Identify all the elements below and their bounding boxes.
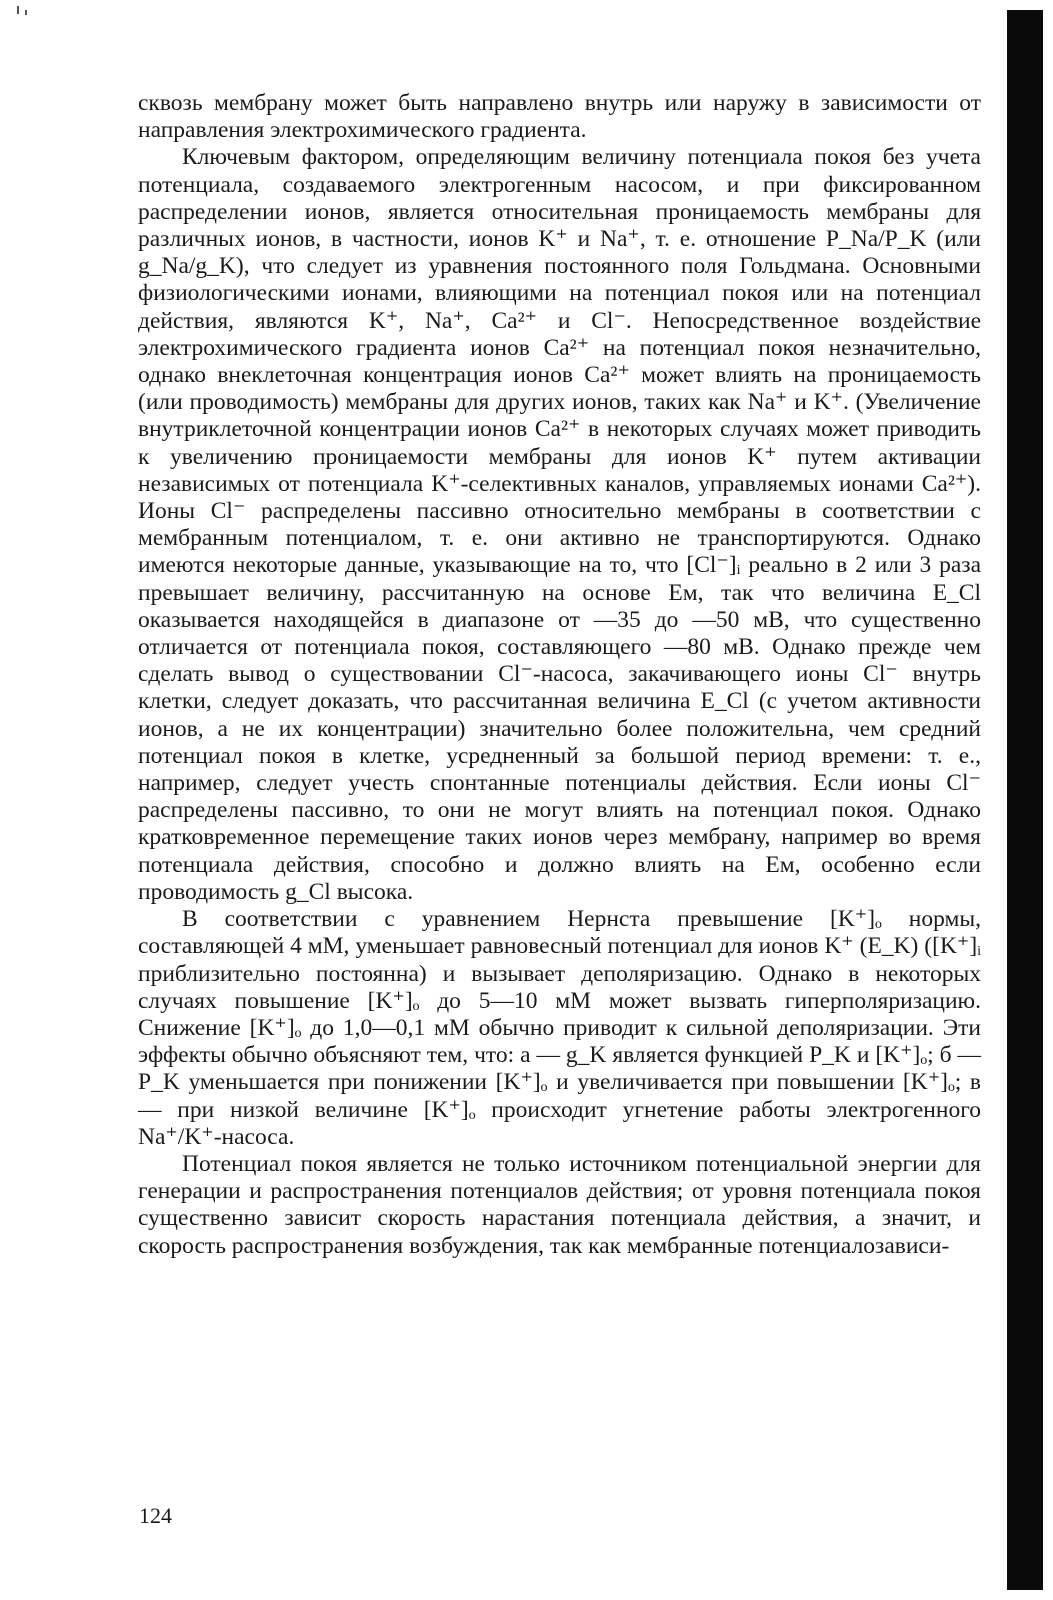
paragraph: Ключевым фактором, определяющим величину потенциала покоя без учета потенциала, создаваемого электрогенным насосом, и при фиксированном распределении ионов, является относительная проницаемость мембраны для различных ионов, в частности, ионов K⁺ и Na⁺, т. е. отношение P_Na/P_K (или g_Na/g_K), что следует из уравнения постоянного поля Гольдмана. Основными физиологическими ионами, влияющими на потенциал покоя или на потенциал действия, являются K⁺, Na⁺, Ca²⁺ и Cl⁻. Непосредственное воздействие электрохимического градиента ионов Ca²⁺ на потенциал покоя незначительно, однако внеклеточная концентрация ионов Ca²⁺ может влиять на проницаемость (или проводимость) мембраны для других ионов, таких как Na⁺ и K⁺. (Увеличение внутриклеточной концентрации ионов Ca²⁺ в некоторых случаях может приводить к увеличению проницаемости мембраны для ионов K⁺ путем активации независимых от потенциала K⁺-селективных каналов, управляемых ионами Ca²⁺). Ионы Cl⁻ распределены пассивно относительно мембраны в соответствии с мембранным потенциалом, т. е. они активно не транспортируются. Однако имеются некоторые данные, указывающие на то, что [Cl⁻]ᵢ реально в 2 или 3 раза превышает величину, рассчитанную на основе Eм, так что величина E_Cl оказывается находящейся в диапазоне от —35 до —50 мВ, что существенно отличается от потенциала покоя, составляющего —80 мВ. Однако прежде чем сделать вывод о существовании Cl⁻-насоса, закачивающего ионы Cl⁻ внутрь клетки, следует доказать, что рассчитанная величина E_Cl (с учетом активности ионов, а не их концентрации) значительно более положительна, чем средний потенциал покоя в клетке, усредненный за большой период времени: т. е., например, следует учесть спонтанные потенциалы действия. Если ионы Cl⁻ распределены пассивно, то они не могут влиять на потенциал покоя. Однако кратковременное перемещение таких ионов через мембрану, например во время потенциала действия, способно и должно влиять на Eм, особенно если проводимость g_Cl высока. xyxy=(138,144,981,905)
scan-speck xyxy=(25,10,27,15)
paragraph: В соответствии с уравнением Нернста превышение [K⁺]ₒ нормы, составляющей 4 мМ, уменьшает равновесный потенциал для ионов K⁺ (E_K) ([K⁺]ᵢ приблизительно постоянна) и вызывает деполяризацию. Однако в некоторых случаях повышение [K⁺]ₒ до 5—10 мМ может вызвать гиперполяризацию. Снижение [K⁺]ₒ до 1,0—0,1 мМ обычно приводит к сильной деполяризации. Эти эффекты обычно объясняют тем, что: а — g_K является функцией P_K и [K⁺]ₒ; б — P_K уменьшается при понижении [K⁺]ₒ и увеличивается при повышении [K⁺]ₒ; в — при низкой величине [K⁺]ₒ происходит угнетение работы электрогенного Na⁺/K⁺-насоса. xyxy=(138,906,981,1150)
page-text xyxy=(138,90,981,1260)
page-number: 124 xyxy=(139,1503,172,1528)
page-edge-shadow xyxy=(1007,10,1043,1590)
scan-speck xyxy=(17,6,19,14)
paragraph-continued: сквозь мембрану может быть направлено внутрь или наружу в зависимости от направления электрохимического градиента. xyxy=(138,90,981,144)
paragraph: Потенциал покоя является не только источником потенциальной энергии для генерации и распространения потенциалов действия; от уровня потенциала покоя существенно зависит скорость нарастания потенциала действия, а значит, и скорость распространения возбуждения, так как мембранные потенциалозависи- xyxy=(138,1150,981,1259)
